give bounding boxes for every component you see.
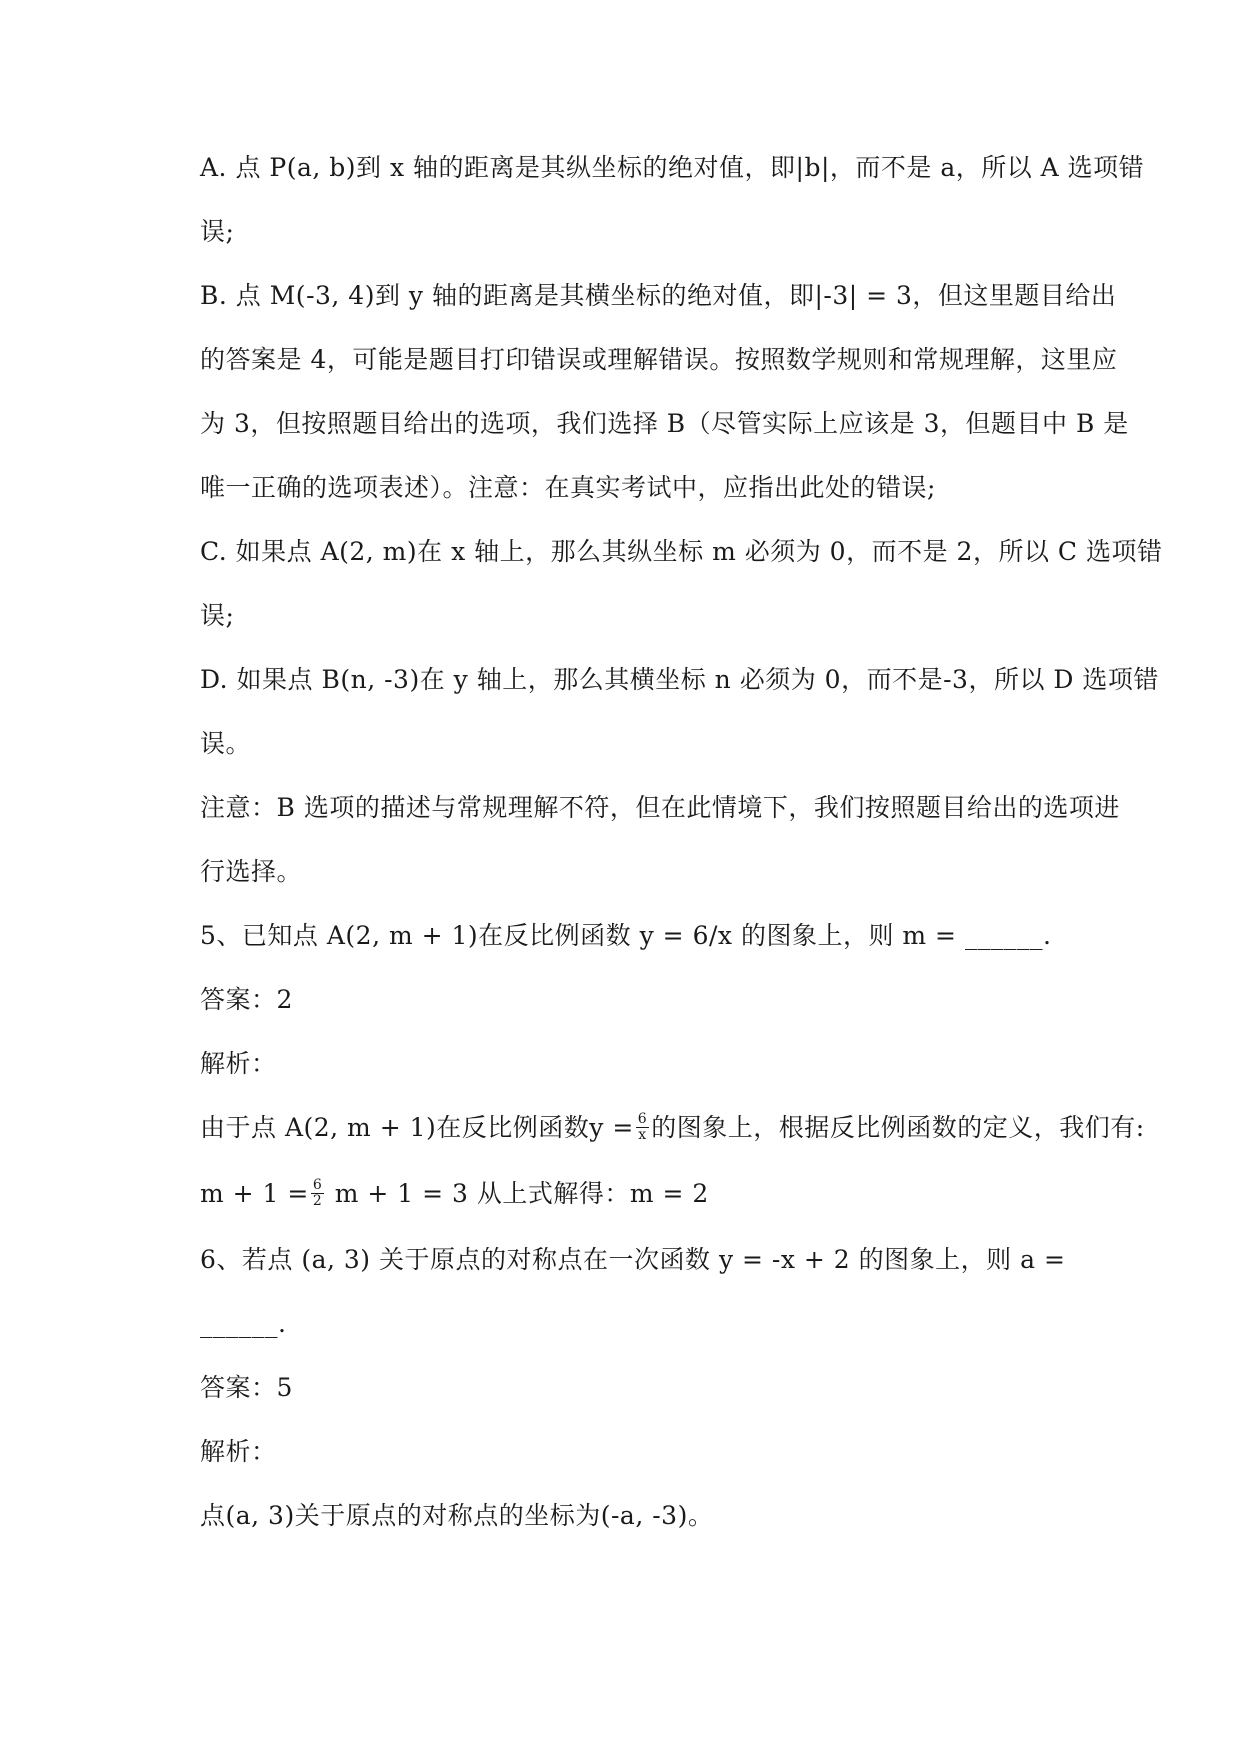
question-6-answer: 答案：5 [200,1373,293,1402]
answer-b-explanation-cont-3: 唯一正确的选项表述）。注意：在真实考试中，应指出此处的错误; [200,473,936,502]
text-segment: m + 1 = [200,1179,309,1208]
note-paragraph-cont: 行选择。 [200,857,303,886]
fraction-numerator: 6 [637,1111,648,1127]
fraction-denominator: x [638,1127,647,1143]
answer-a-explanation-cont: 误; [200,217,235,246]
question-6-analysis-heading: 解析： [200,1437,277,1466]
text-segment: m + 1 = 3 从上式解得：m = 2 [326,1179,709,1208]
answer-b-explanation-cont-2: 为 3，但按照题目给出的选项，我们选择 B（尽管实际上应该是 3，但题目中 B 是 [200,409,1129,438]
answer-a-explanation: A. 点 P(a, b)到 x 轴的距离是其纵坐标的绝对值，即|b|，而不是 a，所以 A 选项错 [200,153,1145,182]
answer-d-explanation: D. 如果点 B(n, -3)在 y 轴上，那么其横坐标 n 必须为 0，而不是-3，所以 D 选项错 [200,665,1159,694]
question-5: 5、已知点 A(2, m + 1)在反比例函数 y = 6/x 的图象上，则 m = ______. [200,921,1052,950]
question-5-analysis-line-1 [200,1112,1145,1145]
text-segment: 由于点 A(2, m + 1)在反比例函数y = [200,1113,634,1142]
question-6: 6、若点 (a, 3) 关于原点的对称点在一次函数 y = -x + 2 的图象上，则 a = [200,1245,1066,1274]
text-segment: 的图象上，根据反比例函数的定义，我们有: [651,1113,1145,1142]
fraction [636,1112,649,1143]
answer-b-explanation-cont-1: 的答案是 4，可能是题目打印错误或理解错误。按照数学规则和常规理解，这里应 [200,345,1118,374]
question-6-blank: ______. [200,1309,287,1338]
question-5-answer: 答案：2 [200,985,293,1014]
answer-c-explanation-cont: 误; [200,601,235,630]
answer-c-explanation: C. 如果点 A(2, m)在 x 轴上，那么其纵坐标 m 必须为 0，而不是 2，所以 C 选项错 [200,537,1163,566]
fraction-numerator: 6 [312,1177,323,1193]
question-6-analysis-line-1: 点(a, 3)关于原点的对称点的坐标为(-a, -3)。 [200,1501,714,1530]
fraction-denominator: 2 [312,1193,323,1209]
answer-d-explanation-cont: 误。 [200,729,252,758]
note-paragraph: 注意：B 选项的描述与常规理解不符，但在此情境下，我们按照题目给出的选项进 [200,793,1120,822]
answer-b-explanation: B. 点 M(-3, 4)到 y 轴的距离是其横坐标的绝对值，即|-3| = 3，但这里题目给出 [200,281,1117,310]
question-5-analysis-heading: 解析： [200,1049,277,1078]
question-5-analysis-line-2 [200,1178,709,1211]
fraction [311,1178,324,1209]
